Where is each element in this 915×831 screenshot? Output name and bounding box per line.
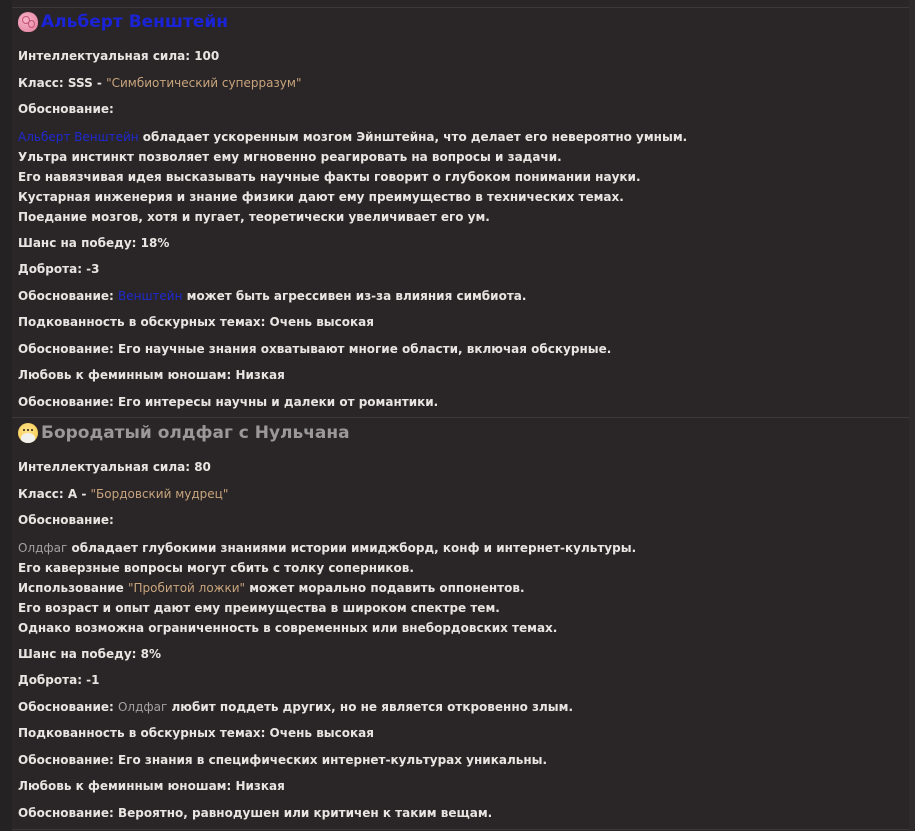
obscure-stat: Подкованность в обскурных темах: Очень высокая [18,726,374,740]
reasoning-line: Его навязчивая идея высказывать научные факты говорит о глубоком понимании науки. [18,169,641,184]
character-title [18,9,903,35]
intellect-stat: Интеллектуальная сила: 80 [18,460,211,474]
reasoning-text: обладает ускоренным мозгом Эйнштейна, что делает его невероятно умным. [138,129,688,144]
class-stat [18,70,903,97]
character-card-2 [18,420,903,826]
character-name: Бородатый олдфаг с Нульчана [41,423,350,443]
reason-text: любит поддеть других, но не является откровенно злым. [167,699,574,714]
win-chance: Шанс на победу: 8% [18,646,161,661]
win-chance: Шанс на победу: 18% [18,235,170,250]
reasoning-line [18,127,903,147]
class-stat [18,481,903,508]
reasoning-line [18,578,903,598]
kindness-stat: Доброта: -3 [18,262,100,276]
kindness-reason [18,283,903,310]
bearded-face-icon [18,423,38,443]
kindness-reason [18,694,903,721]
class-title: "Бордовский мудрец" [90,486,229,501]
obscure-reason: Обоснование: Его знания в специфических интернет-культурах уникальны. [18,752,548,767]
femboy-reason: Обоснование: Вероятно, равнодушен или критичен к таким вещам. [18,805,493,820]
reasoning-line: Его возраст и опыт дают ему преимущества в широком спектре тем. [18,600,500,615]
character-title [18,420,903,446]
reasoning-prefix: Использование [18,580,128,595]
reasoning-line: Кустарная инженерия и знание физики дают ему преимущество в технических темах. [18,189,624,204]
reasoning-line: Ультра инстинкт позволяет ему мгновенно реагировать на вопросы и задачи. [18,149,562,164]
name-mention: Венштейн [117,288,183,303]
name-mention: Альберт Венштейн [18,129,139,144]
top-divider [12,7,909,8]
brain-icon [18,12,38,32]
obscure-reason: Обоснование: Его научные знания охватывают многие области, включая обскурные. [18,341,612,356]
name-mention: Олдфаг [117,699,168,714]
scrollbar[interactable] [909,0,915,831]
femboy-reason: Обоснование: Его интересы научны и далеки от романтики. [18,394,439,409]
character-card-1 [18,9,903,415]
bottom-divider [12,829,909,830]
class-title: "Симбиотический суперразум" [106,75,302,90]
reason-prefix: Обоснование: [18,699,118,714]
reasoning-text: обладает глубокими знаниями истории имиджборд, конф и интернет-культуры. [67,540,637,555]
reasoning-block [18,123,903,230]
kindness-stat: Доброта: -1 [18,673,100,687]
femboy-stat: Любовь к феминным юношам: Низкая [18,779,285,793]
reason-text: может быть агрессивен из-за влияния симбиота. [182,288,527,303]
obscure-stat: Подкованность в обскурных темах: Очень высокая [18,315,374,329]
reasoning-label: Обоснование: [18,513,114,527]
reasoning-line: Поедание мозгов, хотя и пугает, теоретически увеличивает его ум. [18,209,490,224]
reasoning-text: может морально подавить оппонентов. [245,580,525,595]
reasoning-line: Его каверзные вопросы могут сбить с толку соперников. [18,560,414,575]
character-name: Альберт Венштейн [41,12,229,32]
section-divider [12,417,909,418]
intellect-stat: Интеллектуальная сила: 100 [18,49,220,63]
reason-prefix: Обоснование: [18,288,118,303]
reasoning-line: Однако возможна ограниченность в современных или внебордовских темах. [18,620,558,635]
reasoning-block [18,534,903,641]
reasoning-line [18,538,903,558]
name-mention: Олдфаг [18,540,68,555]
reasoning-label: Обоснование: [18,102,114,116]
class-prefix: Класс: SSS - [18,75,107,90]
quote-mention: "Пробитой ложки" [128,580,246,595]
femboy-stat: Любовь к феминным юношам: Низкая [18,368,285,382]
class-prefix: Класс: A - [18,486,91,501]
